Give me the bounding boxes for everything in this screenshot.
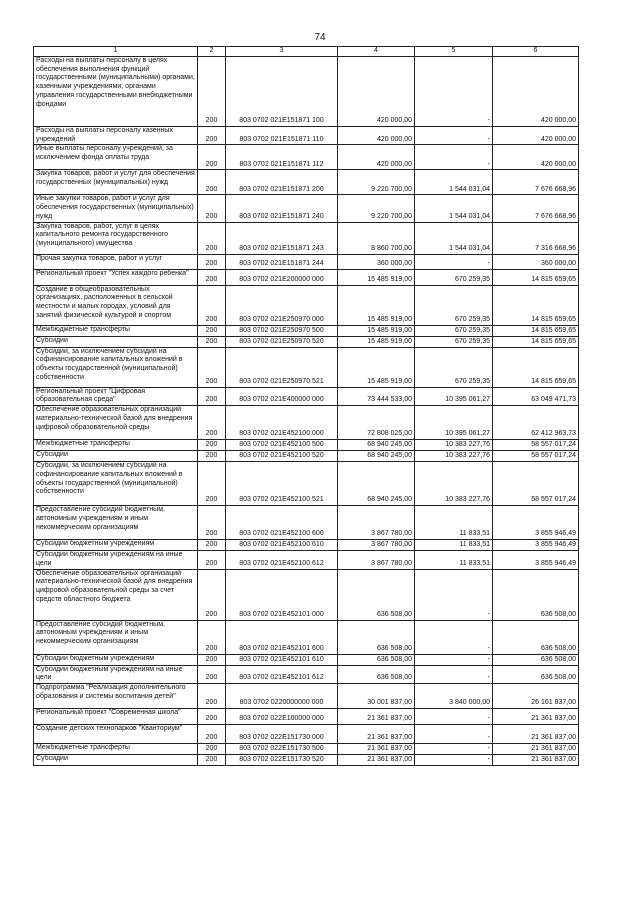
row-plan-amount: 9 220 700,00 xyxy=(338,170,415,195)
row-code: 803 0702 021E452100 000 xyxy=(226,406,338,440)
row-code: 803 0702 021E151871 243 xyxy=(226,222,338,254)
table-row xyxy=(34,551,579,570)
row-code: 803 0702 021E200000 000 xyxy=(226,269,338,285)
row-plan-amount: 3 867 780,00 xyxy=(338,506,415,540)
row-plan-amount: 636 508,00 xyxy=(338,569,415,620)
table-row xyxy=(34,195,579,222)
table-row xyxy=(34,709,579,725)
table-row xyxy=(34,145,579,170)
row-code: 803 0702 021E452101 600 xyxy=(226,620,338,654)
page-number: 74 xyxy=(314,32,326,43)
row-remaining-amount: 636 508,00 xyxy=(493,654,579,665)
row-code: 803 0702 021E250970 000 xyxy=(226,285,338,325)
header-col-5: 5 xyxy=(415,47,493,57)
row-plan-amount: 15 485 919,00 xyxy=(338,336,415,347)
row-name: Субсидии бюджетным учреждениям xyxy=(34,654,198,665)
table-row xyxy=(34,387,579,406)
row-name: Закупка товаров, работ, услуг в целях капитального ремонта государственного (муниципального) имущества xyxy=(34,222,198,254)
row-remaining-amount: 26 161 837,00 xyxy=(493,684,579,709)
table-row xyxy=(34,285,579,325)
row-section: 200 xyxy=(198,709,226,725)
row-code: 803 0702 021E452100 612 xyxy=(226,551,338,570)
table-row xyxy=(34,440,579,451)
row-code: 803 0702 021E151871 244 xyxy=(226,254,338,269)
row-section: 200 xyxy=(198,506,226,540)
row-name: Предоставление субсидий бюджетным, автономным учреждениям и иным некоммерческим организациям xyxy=(34,506,198,540)
row-section: 200 xyxy=(198,551,226,570)
row-remaining-amount: 636 508,00 xyxy=(493,665,579,684)
row-remaining-amount: 420 000,00 xyxy=(493,126,579,145)
row-section: 200 xyxy=(198,744,226,755)
row-plan-amount: 30 001 837,00 xyxy=(338,684,415,709)
row-executed-amount: 10 383 227,76 xyxy=(415,451,493,462)
row-plan-amount: 68 940 245,00 xyxy=(338,462,415,506)
table-row xyxy=(34,506,579,540)
row-name: Региональный проект "Успех каждого ребенка" xyxy=(34,269,198,285)
header-col-4: 4 xyxy=(338,47,415,57)
row-executed-amount: 10 383 227,76 xyxy=(415,440,493,451)
row-plan-amount: 3 867 780,00 xyxy=(338,540,415,551)
row-name: Субсидии бюджетным учреждениям xyxy=(34,540,198,551)
row-executed-amount: 11 833,51 xyxy=(415,506,493,540)
table-row xyxy=(34,744,579,755)
table-row xyxy=(34,269,579,285)
row-executed-amount: - xyxy=(415,755,493,766)
row-remaining-amount: 636 508,00 xyxy=(493,569,579,620)
row-section: 200 xyxy=(198,440,226,451)
row-name: Субсидии xyxy=(34,451,198,462)
row-plan-amount: 9 220 700,00 xyxy=(338,195,415,222)
table-row xyxy=(34,462,579,506)
row-plan-amount: 420 000,00 xyxy=(338,145,415,170)
row-name: Создание детских технопарков "Кванториум" xyxy=(34,725,198,744)
row-code: 803 0702 021E250970 500 xyxy=(226,325,338,336)
row-remaining-amount: 58 557 017,24 xyxy=(493,440,579,451)
row-executed-amount: - xyxy=(415,569,493,620)
row-code: 803 0702 021E452100 500 xyxy=(226,440,338,451)
row-code: 803 0702 021E250970 521 xyxy=(226,347,338,387)
row-section: 200 xyxy=(198,56,226,126)
row-plan-amount: 420 000,00 xyxy=(338,126,415,145)
row-section: 200 xyxy=(198,406,226,440)
row-executed-amount: 3 840 000,00 xyxy=(415,684,493,709)
header-col-1: 1 xyxy=(34,47,198,57)
row-code: 803 0702 021E151871 200 xyxy=(226,170,338,195)
row-name: Субсидии бюджетным учреждениям на иные цели xyxy=(34,665,198,684)
row-plan-amount: 15 485 919,00 xyxy=(338,325,415,336)
table-row xyxy=(34,451,579,462)
row-plan-amount: 68 940 245,00 xyxy=(338,451,415,462)
row-plan-amount: 8 860 700,00 xyxy=(338,222,415,254)
row-code: 803 0702 021E151871 110 xyxy=(226,126,338,145)
row-executed-amount: 670 259,35 xyxy=(415,336,493,347)
row-executed-amount: - xyxy=(415,709,493,725)
row-section: 200 xyxy=(198,387,226,406)
table-row xyxy=(34,540,579,551)
row-executed-amount: - xyxy=(415,725,493,744)
row-name: Обеспечение образовательных организаций материально-технической базой для внедрения цифровой образовательной среды xyxy=(34,406,198,440)
table-row xyxy=(34,665,579,684)
row-plan-amount: 636 508,00 xyxy=(338,665,415,684)
row-section: 200 xyxy=(198,569,226,620)
row-executed-amount: - xyxy=(415,126,493,145)
row-plan-amount: 68 940 245,00 xyxy=(338,440,415,451)
row-executed-amount: 10 383 227,76 xyxy=(415,462,493,506)
row-section: 200 xyxy=(198,195,226,222)
row-remaining-amount: 62 412 963,73 xyxy=(493,406,579,440)
row-remaining-amount: 14 815 659,65 xyxy=(493,336,579,347)
row-code: 803 0702 022E151730 520 xyxy=(226,755,338,766)
row-plan-amount: 21 361 837,00 xyxy=(338,755,415,766)
row-remaining-amount: 14 815 659,65 xyxy=(493,269,579,285)
row-executed-amount: 670 259,35 xyxy=(415,347,493,387)
row-code: 803 0702 022E100000 000 xyxy=(226,709,338,725)
row-remaining-amount: 7 676 668,96 xyxy=(493,195,579,222)
row-plan-amount: 21 361 837,00 xyxy=(338,725,415,744)
row-code: 803 0702 021E452101 000 xyxy=(226,569,338,620)
row-code: 803 0702 021E452100 520 xyxy=(226,451,338,462)
row-executed-amount: 11 833,51 xyxy=(415,551,493,570)
row-name: Субсидии xyxy=(34,336,198,347)
row-section: 200 xyxy=(198,336,226,347)
row-section: 200 xyxy=(198,170,226,195)
row-plan-amount: 636 508,00 xyxy=(338,620,415,654)
row-name: Иные закупки товаров, работ и услуг для обеспечения государственных (муниципальных) нужд xyxy=(34,195,198,222)
table-row xyxy=(34,406,579,440)
table-header-row xyxy=(34,47,579,57)
row-executed-amount: 10 395 061,27 xyxy=(415,406,493,440)
row-section: 200 xyxy=(198,347,226,387)
row-name: Субсидии бюджетным учреждениям на иные цели xyxy=(34,551,198,570)
row-executed-amount: 670 259,35 xyxy=(415,285,493,325)
row-code: 803 0702 021E400000 000 xyxy=(226,387,338,406)
table-row xyxy=(34,254,579,269)
row-remaining-amount: 3 855 946,49 xyxy=(493,506,579,540)
row-section: 200 xyxy=(198,540,226,551)
table-row xyxy=(34,725,579,744)
row-plan-amount: 21 361 837,00 xyxy=(338,709,415,725)
row-remaining-amount: 7 316 668,96 xyxy=(493,222,579,254)
row-remaining-amount: 14 815 659,65 xyxy=(493,347,579,387)
row-name: Межбюджетные трансферты xyxy=(34,744,198,755)
row-code: 803 0702 021E452100 521 xyxy=(226,462,338,506)
row-name: Обеспечение образовательных организаций материально-технической базой для внедрения цифровой образовательной среды за счет средств областного бюджета xyxy=(34,569,198,620)
row-remaining-amount: 14 815 659,65 xyxy=(493,325,579,336)
row-code: 803 0702 021E452101 610 xyxy=(226,654,338,665)
row-name: Подпрограмма "Реализация дополнительного образования и системы воспитания детей" xyxy=(34,684,198,709)
row-plan-amount: 72 808 025,00 xyxy=(338,406,415,440)
row-name: Расходы на выплаты персоналу в целях обеспечения выполнения функций государственными (муниципальными) органами, казенными учреждениями, органами управления государственными внебюджетными фондами xyxy=(34,56,198,126)
row-remaining-amount: 21 361 837,00 xyxy=(493,744,579,755)
row-executed-amount: 1 544 031,04 xyxy=(415,170,493,195)
table-row xyxy=(34,347,579,387)
row-executed-amount: 11 833,51 xyxy=(415,540,493,551)
row-section: 200 xyxy=(198,684,226,709)
row-section: 200 xyxy=(198,462,226,506)
row-executed-amount: - xyxy=(415,744,493,755)
row-code: 803 0702 021E452100 610 xyxy=(226,540,338,551)
row-remaining-amount: 14 815 659,65 xyxy=(493,285,579,325)
row-executed-amount: 670 259,35 xyxy=(415,325,493,336)
row-name: Межбюджетные трансферты xyxy=(34,440,198,451)
row-code: 803 0702 022E151730 500 xyxy=(226,744,338,755)
row-section: 200 xyxy=(198,285,226,325)
row-remaining-amount: 63 049 471,73 xyxy=(493,387,579,406)
table-row xyxy=(34,620,579,654)
row-section: 200 xyxy=(198,665,226,684)
row-remaining-amount: 58 557 017,24 xyxy=(493,451,579,462)
row-plan-amount: 636 508,00 xyxy=(338,654,415,665)
row-section: 200 xyxy=(198,269,226,285)
row-section: 200 xyxy=(198,755,226,766)
table-row xyxy=(34,170,579,195)
row-code: 803 0702 021E452100 600 xyxy=(226,506,338,540)
table-row xyxy=(34,222,579,254)
row-remaining-amount: 21 361 837,00 xyxy=(493,709,579,725)
row-name: Прочая закупка товаров, работ и услуг xyxy=(34,254,198,269)
row-section: 200 xyxy=(198,222,226,254)
row-code: 803 0702 0220000000 000 xyxy=(226,684,338,709)
row-section: 200 xyxy=(198,725,226,744)
row-executed-amount: - xyxy=(415,254,493,269)
row-section: 200 xyxy=(198,254,226,269)
row-plan-amount: 420 000,00 xyxy=(338,56,415,126)
row-name: Субсидии xyxy=(34,755,198,766)
row-code: 803 0702 021E151871 240 xyxy=(226,195,338,222)
row-executed-amount: 1 544 031,04 xyxy=(415,195,493,222)
header-col-6: 6 xyxy=(493,47,579,57)
row-name: Расходы на выплаты персоналу казенных учреждений xyxy=(34,126,198,145)
row-plan-amount: 3 867 780,00 xyxy=(338,551,415,570)
row-name: Иные выплаты персоналу учреждений, за исключением фонда оплаты труда xyxy=(34,145,198,170)
row-plan-amount: 360 000,00 xyxy=(338,254,415,269)
row-name: Закупка товаров, работ и услуг для обеспечения государственных (муниципальных) нужд xyxy=(34,170,198,195)
row-remaining-amount: 21 361 837,00 xyxy=(493,755,579,766)
row-executed-amount: 10 395 061,27 xyxy=(415,387,493,406)
row-section: 200 xyxy=(198,145,226,170)
row-executed-amount: - xyxy=(415,654,493,665)
row-name: Региональный проект "Цифровая образовательная среда" xyxy=(34,387,198,406)
row-name: Межбюджетные трансферты xyxy=(34,325,198,336)
header-col-3: 3 xyxy=(226,47,338,57)
row-remaining-amount: 3 855 946,49 xyxy=(493,551,579,570)
row-code: 803 0702 021E151871 112 xyxy=(226,145,338,170)
row-section: 200 xyxy=(198,654,226,665)
row-remaining-amount: 7 676 668,96 xyxy=(493,170,579,195)
row-remaining-amount: 420 000,00 xyxy=(493,56,579,126)
table-row xyxy=(34,654,579,665)
row-remaining-amount: 3 855 946,49 xyxy=(493,540,579,551)
row-remaining-amount: 420 000,00 xyxy=(493,145,579,170)
row-executed-amount: - xyxy=(415,56,493,126)
row-name: Субсидии, за исключением субсидий на софинансирование капитальных вложений в объекты государственной (муниципальной) собственности xyxy=(34,347,198,387)
table-row xyxy=(34,325,579,336)
table-row xyxy=(34,684,579,709)
table-row xyxy=(34,126,579,145)
row-name: Региональный проект "Современная школа" xyxy=(34,709,198,725)
row-remaining-amount: 360 000,00 xyxy=(493,254,579,269)
header-col-2: 2 xyxy=(198,47,226,57)
row-executed-amount: - xyxy=(415,620,493,654)
row-name: Субсидии, за исключением субсидий на софинансирование капитальных вложений в объекты государственной (муниципальной) собственности xyxy=(34,462,198,506)
row-plan-amount: 15 485 919,00 xyxy=(338,269,415,285)
row-executed-amount: - xyxy=(415,145,493,170)
table-row xyxy=(34,56,579,126)
row-code: 803 0702 022E151730 000 xyxy=(226,725,338,744)
row-remaining-amount: 636 508,00 xyxy=(493,620,579,654)
row-name: Создание в общеобразовательных организациях, расположенных в сельской местности и малых городах, условий для занятий физической культурой и спортом xyxy=(34,285,198,325)
row-executed-amount: 1 544 031,04 xyxy=(415,222,493,254)
row-section: 200 xyxy=(198,126,226,145)
row-section: 200 xyxy=(198,451,226,462)
row-plan-amount: 73 444 533,00 xyxy=(338,387,415,406)
row-name: Предоставление субсидий бюджетным, автономным учреждениям и иным некоммерческим организациям xyxy=(34,620,198,654)
row-code: 803 0702 021E452101 612 xyxy=(226,665,338,684)
row-executed-amount: - xyxy=(415,665,493,684)
table-row xyxy=(34,336,579,347)
row-remaining-amount: 58 557 017,24 xyxy=(493,462,579,506)
row-code: 803 0702 021E151871 100 xyxy=(226,56,338,126)
row-section: 200 xyxy=(198,620,226,654)
row-code: 803 0702 021E250970 520 xyxy=(226,336,338,347)
row-executed-amount: 670 259,35 xyxy=(415,269,493,285)
row-remaining-amount: 21 361 837,00 xyxy=(493,725,579,744)
row-plan-amount: 21 361 837,00 xyxy=(338,744,415,755)
table-row xyxy=(34,755,579,766)
row-plan-amount: 15 485 919,00 xyxy=(338,347,415,387)
table-row xyxy=(34,569,579,620)
row-section: 200 xyxy=(198,325,226,336)
row-plan-amount: 15 485 919,00 xyxy=(338,285,415,325)
budget-table xyxy=(33,46,579,766)
